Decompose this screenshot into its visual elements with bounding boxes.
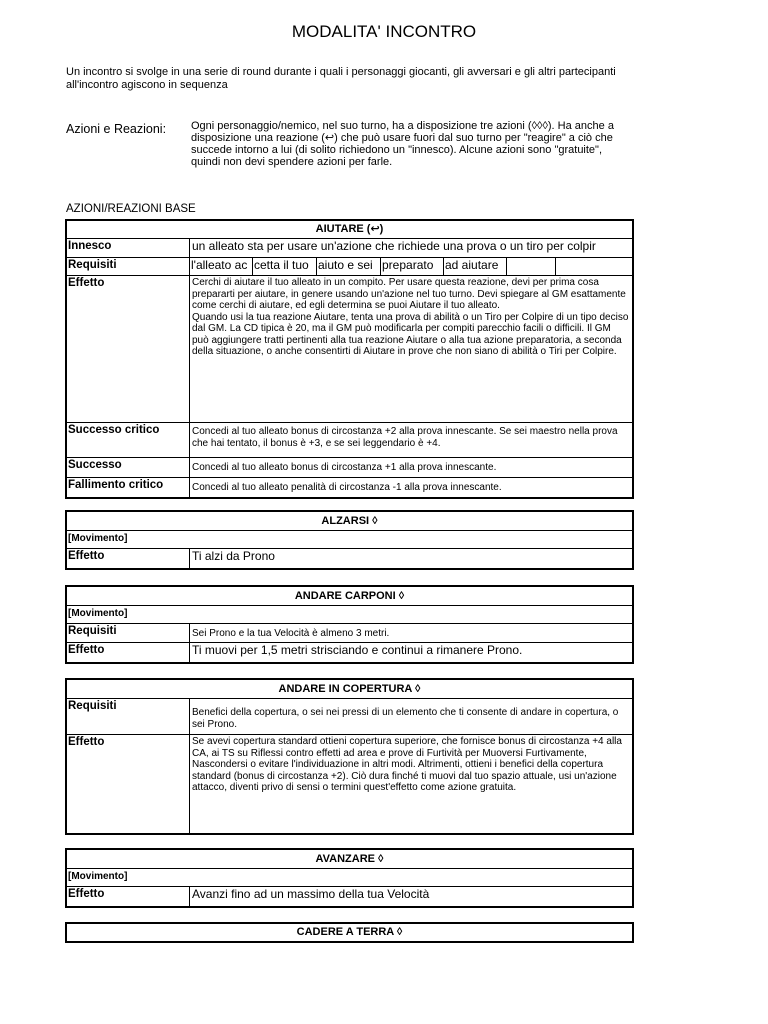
aiutare-successo-row	[67, 458, 632, 478]
successo-critico-label: Successo critico	[67, 423, 190, 457]
requisiti-cell: preparato	[381, 258, 444, 275]
copertura-effetto-row	[67, 735, 632, 833]
effetto-paragraph-2: Quando usi la tua reazione Aiutare, tenta una prova di abilità o un Tiro per Colpire di un tipo deciso dal GM. La CD tipica è 20, ma il GM può modificarla per compiti parecchio facili o difficili. Il GM può aggiungere tratti pertinenti alla tua reazione Aiutare o alla tua azione preparatoria, a seconda della situazione, o anche consentirti di Aiutare in prove che non siano di abilità o Tiri per Colpire.	[192, 311, 629, 357]
successo-value: Concedi al tuo alleato bonus di circostanza +1 alla prova innescante.	[192, 462, 497, 473]
innesco-value: un alleato sta per usare un'azione che richiede una prova o un tiro per colpir	[192, 239, 596, 253]
aiutare-fallimento-critico-row	[67, 478, 632, 497]
carponi-effetto-row	[67, 643, 632, 662]
cadere-table	[65, 922, 634, 943]
requisiti-cell: aiuto e sei	[317, 258, 381, 275]
innesco-label: Innesco	[67, 239, 190, 257]
requisiti-cells	[190, 258, 632, 275]
requisiti-cell: ad aiutare	[444, 258, 507, 275]
alzarsi-effetto-value: Ti alzi da Prono	[192, 549, 275, 563]
avanzare-effetto-row	[67, 887, 632, 906]
avanzare-title: AVANZARE ◊	[67, 850, 632, 869]
effetto-label: Effetto	[67, 887, 190, 906]
requisiti-label: Requisiti	[67, 258, 190, 275]
effetto-paragraph-1: Cerchi di aiutare il tuo alleato in un compito. Per usare questa reazione, devi per prima cosa prepararti per aiutare, in genere usando un'azione nel tuo turno. Devi spiegare al GM esattamente come cerchi di aiutare, ed egli determina se puoi Aiutare il tuo alleato.	[192, 277, 626, 311]
carponi-requisiti-value: Sei Prono e la tua Velocità è almeno 3 metri.	[192, 628, 390, 639]
copertura-requisiti-row	[67, 699, 632, 735]
azioni-reazioni-label: Azioni e Reazioni:	[66, 122, 167, 136]
avanzare-effetto-value: Avanzi fino ad un massimo della tua Velocità	[192, 887, 430, 901]
carponi-title: ANDARE CARPONI ◊	[67, 587, 632, 606]
avanzare-table	[65, 848, 634, 908]
aiutare-effetto-row	[67, 276, 632, 423]
movimento-tag: [Movimento]	[68, 871, 128, 882]
alzarsi-table	[65, 510, 634, 570]
requisiti-cell: l'alleato ac	[190, 258, 253, 275]
effetto-label: Effetto	[67, 276, 190, 422]
effetto-value	[190, 276, 632, 422]
requisiti-label: Requisiti	[67, 699, 190, 734]
alzarsi-title: ALZARSI ◊	[67, 512, 632, 531]
avanzare-tag-row	[67, 869, 632, 887]
effetto-label: Effetto	[67, 643, 190, 662]
movimento-tag: [Movimento]	[68, 533, 128, 544]
aiutare-title: AIUTARE (↩)	[67, 221, 632, 239]
copertura-table	[65, 678, 634, 835]
cadere-title: CADERE A TERRA ◊	[296, 926, 403, 938]
aiutare-table	[65, 219, 634, 499]
carponi-requisiti-row	[67, 624, 632, 643]
successo-critico-value: Concedi al tuo alleato bonus di circostanza +2 alla prova innescante. Se sei maestro nella prova che hai tentato, il bonus è +3, e se sei leggendario è +4.	[192, 426, 618, 449]
fallimento-critico-value: Concedi al tuo alleato penalità di circostanza -1 alla prova innescante.	[192, 482, 502, 493]
alzarsi-tag-row	[67, 531, 632, 549]
section-heading: AZIONI/REAZIONI BASE	[66, 203, 196, 215]
page-title: MODALITA' INCONTRO	[291, 22, 477, 41]
effetto-label: Effetto	[67, 549, 190, 568]
carponi-effetto-value: Ti muovi per 1,5 metri strisciando e continui a rimanere Prono.	[192, 643, 523, 657]
movimento-tag: [Movimento]	[68, 608, 128, 619]
aiutare-successo-critico-row	[67, 423, 632, 458]
requisiti-cell: cetta il tuo	[253, 258, 317, 275]
carponi-tag-row	[67, 606, 632, 624]
copertura-requisiti-value: Benefici della copertura, o sei nei pressi di un elemento che ti consente di andare in copertura, o sei Prono.	[192, 707, 619, 730]
requisiti-cell	[507, 258, 556, 275]
carponi-table	[65, 585, 634, 664]
copertura-effetto-value: Se avevi copertura standard ottieni copertura superiore, che fornisce bonus di circostanza +4 alla CA, ai TS su Riflessi contro effetti ad area e prove di Furtività per Muoversi Furtivamente, Nascondersi o evitare l'individuazione in altri modi. Altrimenti, ottieni i benefici della copertura standard (bonus di circostanza +2). Ciò dura finché ti muovi dal tuo spazio attuale, usi un'azione attacco, diventi privo di sensi o termini quest'effetto come azione gratuita.	[192, 736, 622, 793]
requisiti-label: Requisiti	[67, 624, 190, 642]
aiutare-innesco-row	[67, 239, 632, 258]
intro-text: Un incontro si svolge in una serie di round durante i quali i personaggi giocanti, gli avversari e gli altri partecipanti all'incontro agiscono in sequenza	[66, 66, 616, 91]
azioni-reazioni-text: Ogni personaggio/nemico, nel suo turno, ha a disposizione tre azioni (◊◊◊). Ha anche a disposizione una reazione (↩) che può usare fuori dal suo turno per "reagire" a ciò che succede intorno a lui (di solito richiedono un "innesco). Alcune azioni sono "gratuite", quindi non devi spendere azioni per farle.	[191, 120, 614, 168]
aiutare-requisiti-row	[67, 258, 632, 276]
successo-label: Successo	[67, 458, 190, 477]
fallimento-critico-label: Fallimento critico	[67, 478, 190, 497]
alzarsi-effetto-row	[67, 549, 632, 568]
effetto-label: Effetto	[67, 735, 190, 833]
requisiti-cell	[556, 258, 558, 275]
copertura-title: ANDARE IN COPERTURA ◊	[67, 680, 632, 699]
